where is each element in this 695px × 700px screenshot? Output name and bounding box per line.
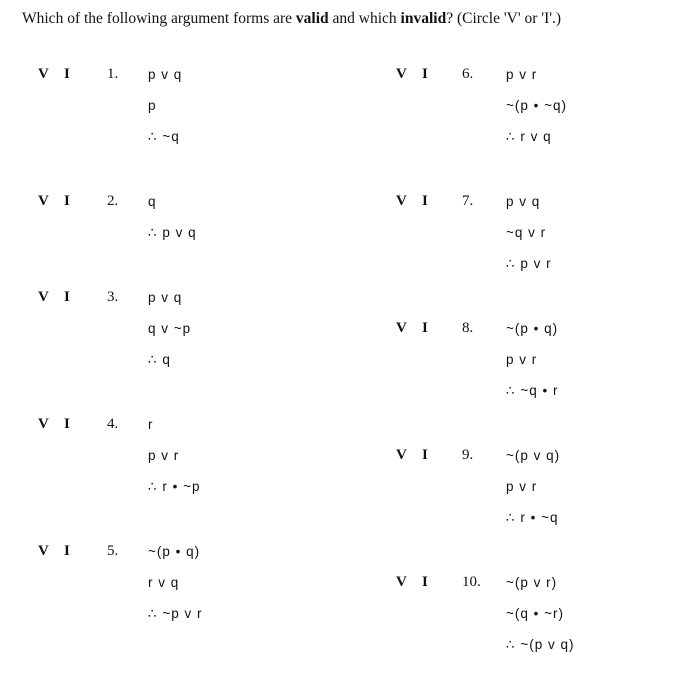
conclusion: ∴ r v q (506, 129, 552, 144)
invalid-word: invalid (400, 10, 447, 27)
conclusion: ∴ p v q (148, 225, 197, 240)
instructions-middle: and which (328, 10, 401, 27)
premise-1: ~(p • q) (148, 544, 201, 559)
choice-valid[interactable]: V (38, 289, 49, 305)
problem-number: 7. (462, 193, 474, 209)
premise-2: ~q v r (506, 225, 547, 240)
vi-choice (38, 416, 70, 433)
choice-invalid[interactable]: I (64, 289, 70, 305)
conclusion: ∴ r • ~q (506, 510, 559, 525)
choice-invalid[interactable]: I (64, 543, 70, 559)
choice-invalid[interactable]: I (422, 66, 428, 82)
instructions (22, 10, 561, 28)
premise-1: ~(p v r) (506, 575, 558, 590)
problem-number: 5. (107, 543, 119, 559)
problem-number: 1. (107, 66, 119, 82)
problem-number: 4. (107, 416, 119, 432)
problem-number: 6. (462, 66, 474, 82)
vi-choice (38, 289, 70, 306)
valid-word: valid (295, 10, 329, 27)
premise-1: p v q (148, 290, 183, 305)
premise-1: ~(p v q) (506, 448, 561, 463)
choice-valid[interactable]: V (38, 416, 49, 432)
choice-valid[interactable]: V (38, 543, 49, 559)
premise-2: p v r (148, 448, 180, 463)
premise-2: q v ~p (148, 321, 192, 336)
problem-number: 8. (462, 320, 474, 336)
vi-choice (38, 543, 70, 560)
premise-1: p v q (148, 67, 183, 82)
vi-choice (396, 320, 428, 337)
instructions-prefix: Which of the following argument forms are (22, 10, 296, 27)
choice-valid[interactable]: V (38, 193, 49, 209)
problem-number: 2. (107, 193, 119, 209)
problem-number: 3. (107, 289, 119, 305)
choice-invalid[interactable]: I (422, 320, 428, 336)
premise-2: p v r (506, 352, 538, 367)
premise-1: q (148, 194, 157, 209)
premise-1: r (148, 417, 154, 432)
vi-choice (396, 193, 428, 210)
choice-invalid[interactable]: I (422, 574, 428, 590)
choice-valid[interactable]: V (396, 193, 407, 209)
vi-choice (396, 447, 428, 464)
choice-valid[interactable]: V (38, 66, 49, 82)
conclusion: ∴ ~p v r (148, 606, 203, 621)
premise-1: p v q (506, 194, 541, 209)
vi-choice (38, 193, 70, 210)
choice-valid[interactable]: V (396, 320, 407, 336)
premise-1: ~(p • q) (506, 321, 559, 336)
premise-2: r v q (148, 575, 180, 590)
choice-valid[interactable]: V (396, 574, 407, 590)
choice-invalid[interactable]: I (422, 447, 428, 463)
premise-2: p v r (506, 479, 538, 494)
choice-invalid[interactable]: I (64, 416, 70, 432)
conclusion: ∴ q (148, 352, 171, 367)
vi-choice (38, 66, 70, 83)
conclusion: ∴ ~q • r (506, 383, 559, 398)
vi-choice (396, 574, 428, 591)
conclusion: ∴ r • ~p (148, 479, 201, 494)
instructions-suffix: ? (Circle 'V' or 'I'.) (446, 10, 562, 27)
premise-1: p v r (506, 67, 538, 82)
vi-choice (396, 66, 428, 83)
conclusion: ∴ ~(p v q) (506, 637, 575, 652)
premise-2: ~(q • ~r) (506, 606, 564, 621)
choice-invalid[interactable]: I (422, 193, 428, 209)
problem-number: 10. (462, 574, 481, 590)
choice-invalid[interactable]: I (64, 193, 70, 209)
choice-valid[interactable]: V (396, 447, 407, 463)
premise-2: p (148, 98, 157, 113)
problem-number: 9. (462, 447, 474, 463)
conclusion: ∴ p v r (506, 256, 552, 271)
conclusion: ∴ ~q (148, 129, 180, 144)
premise-2: ~(p • ~q) (506, 98, 568, 113)
choice-valid[interactable]: V (396, 66, 407, 82)
choice-invalid[interactable]: I (64, 66, 70, 82)
